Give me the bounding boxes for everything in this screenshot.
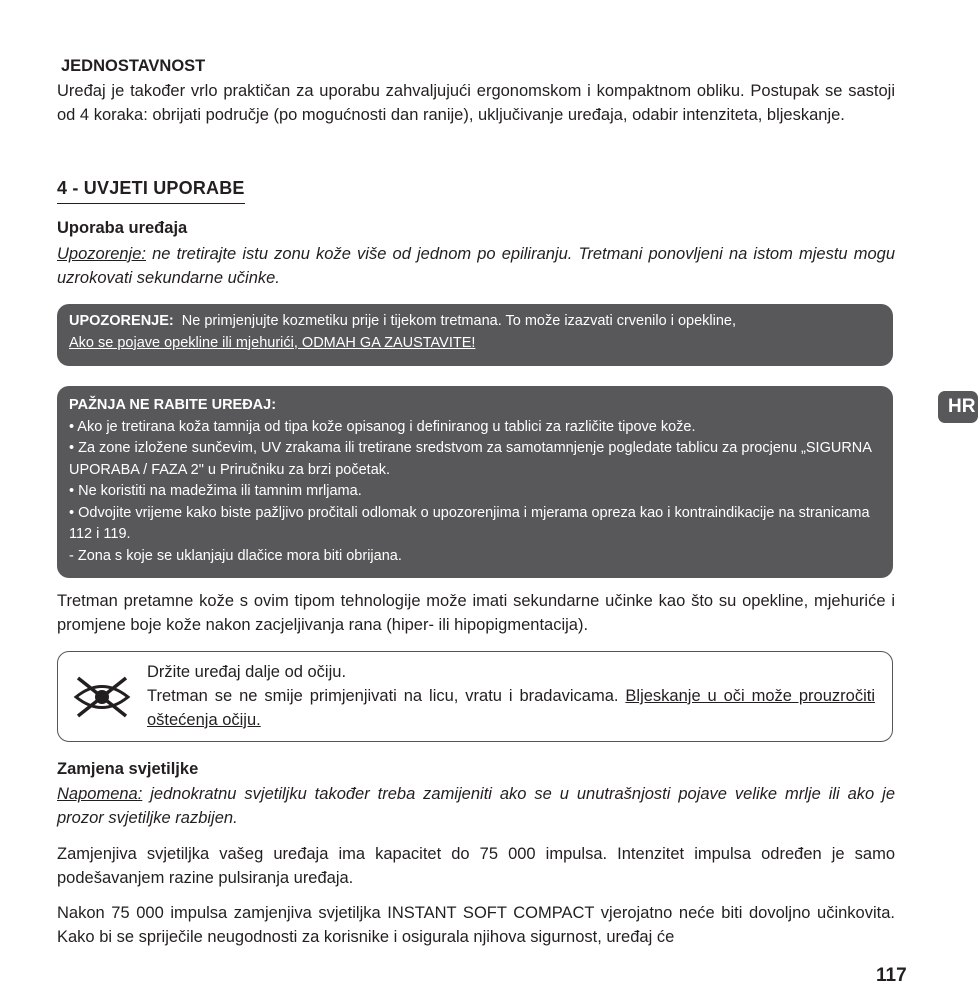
caution-item: • Odvojite vrijeme kako biste pažljivo pročitali odlomak o upozorenjima i mjerama opreza kao i kontraindikacije na stranicama 112 i 119. [69,504,870,542]
caution-item: • Za zone izložene sunčevim, UV zrakama ili tretirane sredstvom za samotamnjenje pogledate tablicu za procjenu „SIGURNA UPORABA / FAZA 2" u Priručniku za brzi početak. [69,440,872,478]
usage-warning [57,243,895,290]
eye-warning-box [57,651,893,742]
eye-warning-line2-text: Tretman se ne smije primjenjivati na licu, vratu i bradavicama. [147,687,626,705]
warning-box-underlined: Ako se pojave opekline ili mjehurići, ODMAH GA ZAUSTAVITE! [69,334,476,351]
warning-box-label: UPOZORENJE: [69,313,174,329]
usage-heading: Uporaba uređaja [57,219,188,237]
simplicity-heading: JEDNOSTAVNOST [61,57,206,75]
no-eye-icon [72,672,132,722]
lamp-note [57,783,895,830]
dark-skin-text: Tretman pretamne kože s ovim tipom tehnologije može imati sekundarne učinke kao što su opekline, mjehuriće i promjene boje kože nakon zacjeljivanja rana (hiper- ili hipopigmentacija). [57,592,895,634]
warning-box [57,304,893,366]
caution-item: • Ako je tretirana koža tamnija od tipa kože opisanog i definiranog u tablici za različite tipove kože. [69,418,696,435]
simplicity-text: Uređaj je također vrlo praktičan za uporabu zahvaljujući ergonomskom i kompaktnom obliku. Postupak se sastoji od 4 koraka: obrijati područje (po mogućnosti dan ranije), uključivanje uređaja, odabir intenziteta, bljeskanje. [57,82,895,124]
caution-box [57,386,893,578]
caution-item: • Ne koristiti na madežima ili tamnim mrljama. [69,483,362,499]
caution-box-title: PAŽNJA NE RABITE UREĐAJ: [69,397,277,413]
warning-box-text: Ne primjenjujte kozmetiku prije i tijekom tretmana. To može izazvati crvenilo i opekline, [173,313,736,329]
lamp-para1: Zamjenjiva svjetiljka vašeg uređaja ima kapacitet do 75 000 impulsa. Intenzitet impulsa određen je samo podešavanjem razine pulsiranja uređaja. [57,845,895,887]
page-number: 117 [876,965,907,986]
lamp-para2: Nakon 75 000 impulsa zamjenjiva svjetiljka INSTANT SOFT COMPACT vjerojatno neće biti dovoljno učinkovita. Kako bi se spriječile neugodnosti za korisnike i osigurala njihova sigurnost, uređaj će [57,904,895,946]
eye-warning-line1: Držite uređaj dalje od očiju. [147,663,347,681]
usage-warning-label: Upozorenje: [57,245,146,263]
lamp-note-label: Napomena: [57,785,143,803]
section-title: 4 - UVJETI UPORABE [57,178,245,204]
eye-warning-line2-underlined: Bljeskanje u oči može prouzročiti oštećenja očiju. [147,687,875,729]
eye-warning-line2 [147,684,875,732]
caution-item: - Zona s koje se uklanjaju dlačice mora biti obrijana. [69,547,402,564]
lamp-heading: Zamjena svjetiljke [57,760,199,778]
language-tab: HR [938,391,978,423]
usage-warning-text: ne tretirajte istu zonu kože više od jednom po epiliranju. Tretmani ponovljeni na istom mjestu mogu uzrokovati sekundarne učinke. [57,245,895,287]
lamp-note-text: jednokratnu svjetiljku također treba zamijeniti ako se u unutrašnjosti pojave velike mrlje ili ako je prozor svjetiljke razbijen. [57,785,895,827]
